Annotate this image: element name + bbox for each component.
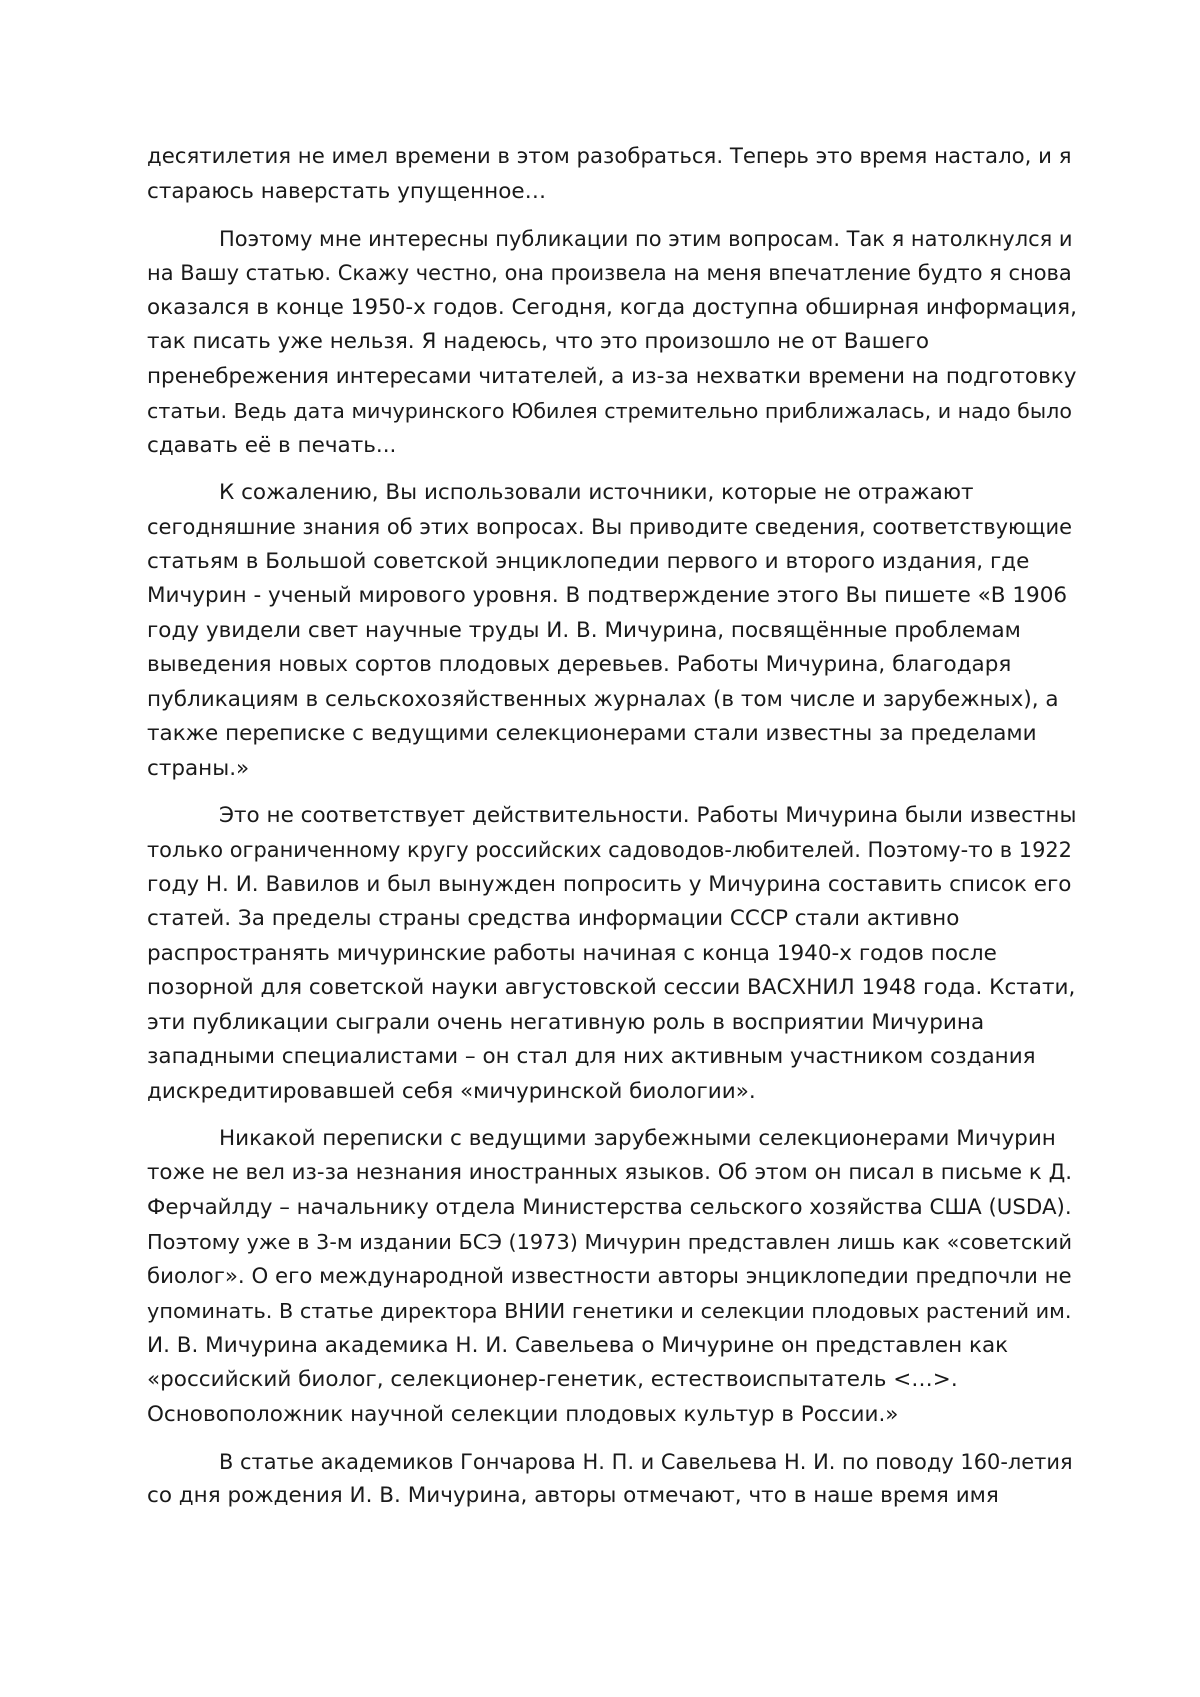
text-line: Мичурин - ученый мирового уровня. В подтверждение этого Вы пишете «В 1906 — [147, 583, 1068, 608]
text-line: так писать уже нельзя. Я надеюсь, что это произошло не от Вашего — [147, 329, 930, 354]
text-line: публикациям в сельскохозяйственных журналах (в том числе и зарубежных), а — [147, 686, 1059, 712]
text-line: со дня рождения И. В. Мичурина, авторы отмечают, что в наше время имя — [147, 1483, 999, 1508]
text-line: десятилетия не имел времени в этом разобраться. Теперь это время настало, и я — [147, 144, 1072, 169]
text-line: также переписке с ведущими селекционерами стали известны за пределами — [147, 721, 1037, 746]
paragraph-1 — [147, 140, 1077, 209]
paragraph-2 — [147, 222, 1077, 464]
text-line: только ограниченному кругу российских садоводов-любителей. Поэтому-то в 1922 — [147, 838, 1072, 862]
paragraph-6 — [147, 1445, 1077, 1514]
text-line: Поэтому уже в 3-м издании БСЭ (1973) Мичурин представлен лишь как «советский — [147, 1230, 1073, 1254]
text-line: тоже не вел из-за незнания иностранных языков. Об этом он писал в письме к Д. — [147, 1160, 1073, 1185]
text-line: дискредитировавшей себя «мичуринской биологии». — [147, 1078, 756, 1104]
text-line: Ферчайлду – начальнику отдела Министерства сельского хозяйства США (USDA). — [147, 1194, 1072, 1220]
text-line: Никакой переписки с ведущими зарубежными селекционерами Мичурин — [219, 1125, 1056, 1151]
text-line: биолог». О его международной известности авторы энциклопедии предпочли не — [147, 1263, 1072, 1289]
text-line: К сожалению, Вы использовали источники, которые не отражают — [219, 479, 974, 505]
text-line: позорной для советской науки августовской сессии ВАСХНИЛ 1948 года. Кстати, — [147, 975, 1076, 1000]
text-line: упоминать. В статье директора ВНИИ генетики и селекции плодовых растений им. — [147, 1299, 1072, 1323]
text-line: эти публикации сыграли очень негативную роль в восприятии Мичурина — [147, 1009, 985, 1035]
text-line: году Н. И. Вавилов и был вынужден попросить у Мичурина составить список его — [147, 871, 1072, 897]
document-body — [147, 140, 1077, 1526]
text-line: выведения новых сортов плодовых деревьев. Работы Мичурина, благодаря — [147, 652, 1012, 677]
text-line: сегодняшние знания об этих вопросах. Вы приводите сведения, соответствующие — [147, 515, 1073, 539]
text-line: страны.» — [147, 755, 250, 781]
paragraph-4 — [147, 799, 1077, 1110]
paragraph-3 — [147, 476, 1077, 787]
text-line: статьи. Ведь дата мичуринского Юбилея стремительно приближалась, и надо было — [147, 399, 1072, 423]
text-line: году увидели свет научные труды И. В. Мичурина, посвящённые проблемам — [147, 617, 1021, 643]
paragraph-5 — [147, 1122, 1077, 1433]
text-line: Поэтому мне интересны публикации по этим вопросам. Так я натолкнулся и — [219, 226, 1073, 251]
text-line: «российский биолог, селекционер-генетик, естествоиспытатель <…>. — [147, 1367, 958, 1392]
text-line: пренебрежения интересами читателей, а из-за нехватки времени на подготовку — [147, 363, 1077, 389]
text-line: Основоположник научной селекции плодовых культур в России.» — [147, 1401, 899, 1427]
text-line: сдавать её в печать... — [147, 432, 397, 458]
text-line: оказался в конце 1950-х годов. Сегодня, когда доступна обширная информация, — [147, 294, 1077, 320]
text-line: статей. За пределы страны средства информации СССР стали активно — [147, 906, 960, 931]
text-line: Это не соответствует действительности. Работы Мичурина были известны — [219, 802, 1077, 828]
text-line: распространять мичуринские работы начиная с конца 1940-х годов после — [147, 940, 997, 966]
text-line: западными специалистами – он стал для них активным участником создания — [147, 1044, 1036, 1069]
text-line: статьям в Большой советской энциклопедии первого и второго издания, где — [147, 548, 1030, 574]
text-line: стараюсь наверстать упущенное… — [147, 178, 547, 204]
text-line: В статье академиков Гончарова Н. П. и Савельева Н. И. по поводу 160-летия — [219, 1449, 1073, 1474]
text-line: на Вашу статью. Скажу честно, она произвела на меня впечатление будто я снова — [147, 261, 1072, 285]
text-line: И. В. Мичурина академика Н. И. Савельева о Мичурине он представлен как — [147, 1332, 1009, 1358]
